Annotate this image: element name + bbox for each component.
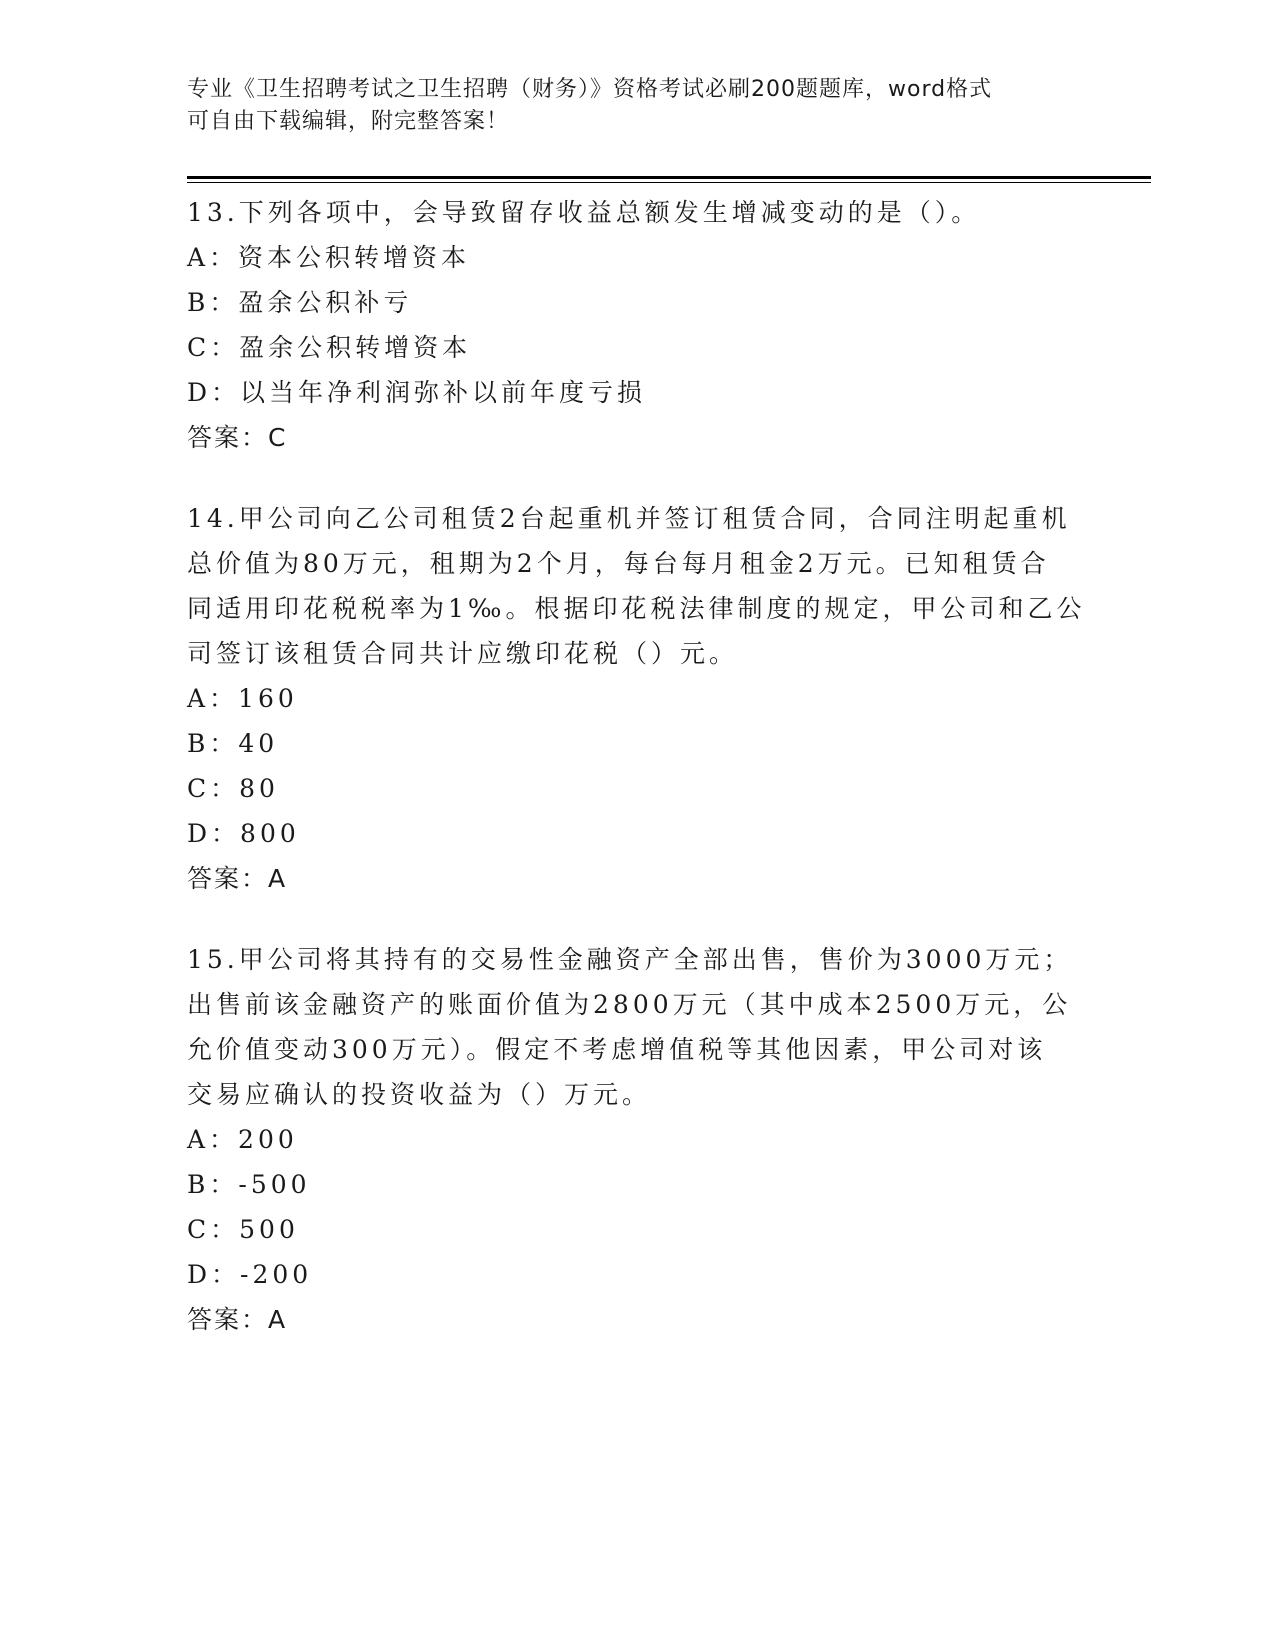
option-a: A：200	[187, 1125, 298, 1154]
option-a: A：160	[187, 684, 298, 713]
option-b: B：盈余公积补亏	[187, 288, 413, 317]
question-13	[187, 190, 1087, 460]
question-stem-line: 总价值为80万元，租期为2个月，每台每月租金2万元。已知租赁合	[187, 549, 1050, 578]
header-divider-thin	[187, 182, 1151, 183]
option-b: B：40	[187, 729, 279, 758]
question-stem-line: 同适用印花税税率为1‰。根据印花税法律制度的规定，甲公司和乙公	[187, 594, 1086, 623]
question-stem-line: 14.甲公司向乙公司租赁2台起重机并签订租赁合同，合同注明起重机	[187, 504, 1071, 533]
header-divider-thick	[187, 176, 1151, 179]
question-stem-line: 司签订该租赁合同共计应缴印花税（）元。	[187, 639, 739, 668]
option-c: C：80	[187, 774, 279, 803]
question-list	[187, 190, 1087, 1378]
question-stem-line: 13.下列各项中，会导致留存收益总额发生增减变动的是（）。	[187, 198, 981, 227]
option-a: A：资本公积转增资本	[187, 243, 471, 272]
header-line: 可自由下载编辑，附完整答案！	[187, 109, 510, 134]
option-b: B：-500	[187, 1170, 311, 1199]
question-stem	[187, 190, 1087, 235]
option-d: D：800	[187, 819, 300, 848]
document-header	[187, 74, 1067, 138]
answer-line: 答案：A	[187, 864, 288, 893]
option-d: D：以当年净利润弥补以前年度亏损	[187, 378, 647, 407]
question-stem-line: 15.甲公司将其持有的交易性金融资产全部出售，售价为3000万元；	[187, 945, 1073, 974]
question-stem-line: 允价值变动300万元）。假定不考虑增值税等其他因素，甲公司对该	[187, 1035, 1047, 1064]
option-c: C：盈余公积转增资本	[187, 333, 472, 362]
question-stem	[187, 496, 1087, 676]
option-c: C：500	[187, 1215, 299, 1244]
question-stem	[187, 937, 1087, 1117]
answer-line: 答案：C	[187, 423, 288, 452]
question-14	[187, 496, 1087, 901]
question-stem-line: 出售前该金融资产的账面价值为2800万元（其中成本2500万元，公	[187, 990, 1072, 1019]
header-line: 专业《卫生招聘考试之卫生招聘（财务）》资格考试必刷200题题库，word格式	[187, 77, 993, 102]
answer-line: 答案：A	[187, 1305, 288, 1334]
question-stem-line: 交易应确认的投资收益为（）万元。	[187, 1080, 652, 1109]
question-15	[187, 937, 1087, 1342]
option-d: D：-200	[187, 1260, 313, 1289]
